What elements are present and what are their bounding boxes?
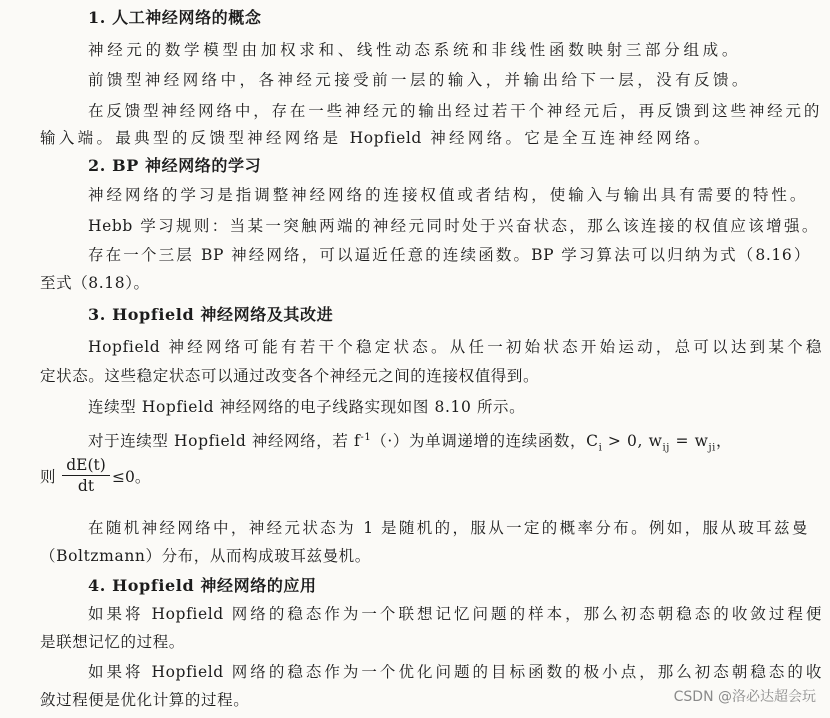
paragraph-line: 至式（8.18）。 [40, 274, 150, 292]
formula-relation: ≤0。 [112, 468, 151, 486]
section-3-heading: 3. Hopfield 神经网络及其改进 [88, 305, 334, 324]
fraction-denominator: dt [77, 477, 95, 495]
paragraph-line: 敛过程便是优化计算的过程。 [40, 691, 250, 709]
paragraph-line: 在反馈型神经网络中，存在一些神经元的输出经过若干个神经元后，再反馈到这些神经元的 [88, 102, 820, 120]
paragraph-line: 前馈型神经网络中，各神经元接受前一层的输入，并输出给下一层，没有反馈。 [88, 71, 748, 89]
paragraph-line: 神经网络的学习是指调整神经网络的连接权值或者结构，使输入与输出具有需要的特性。 [88, 186, 806, 204]
fraction [62, 455, 110, 496]
section-2-heading: 2. BP 神经网络的学习 [88, 156, 262, 175]
paragraph-line: （Boltzmann）分布，从而构成玻耳兹曼机。 [40, 547, 371, 565]
section-4-heading: 4. Hopfield 神经网络的应用 [88, 576, 317, 595]
paragraph-line: 如果将 Hopfield 网络的稳态作为一个优化问题的目标函数的极小点，那么初态朝稳态的收 [88, 663, 822, 681]
paragraph-line: 在随机神经网络中，神经元状态为 1 是随机的，服从一定的概率分布。例如，服从玻耳兹曼 [88, 519, 808, 537]
paragraph-line: 连续型 Hopfield 神经网络的电子线路实现如图 8.10 所示。 [88, 398, 526, 416]
paragraph-line: 是联想记忆的过程。 [40, 633, 185, 651]
section-1-heading: 1. 人工神经网络的概念 [88, 8, 262, 27]
condition-line: 对于连续型 Hopfield 神经网络，若 $f^{-1}(\cdot)$为单调递增的连续函数，$C_i > 0$, $w_{ij} = w_{ji}$， [88, 432, 733, 454]
paragraph-line: Hebb 学习规则：当某一突触两端的神经元同时处于兴奋状态，那么该连接的权值应该增强。 [88, 217, 818, 235]
formula-prefix: 则 [40, 468, 56, 486]
paragraph-line: 存在一个三层 BP 神经网络，可以逼近任意的连续函数。BP 学习算法可以归纳为式（8.16） [88, 246, 810, 264]
paragraph-line: 神经元的数学模型由加权求和、线性动态系统和非线性函数映射三部分组成。 [88, 41, 738, 59]
paragraph-line: 输入端。最典型的反馈型神经网络是 Hopfield 神经网络。它是全互连神经网络。 [40, 129, 710, 147]
paragraph-line: 定状态。这些稳定状态可以通过改变各个神经元之间的连接权值得到。 [40, 367, 540, 385]
fraction-numerator: dE(t) [62, 455, 110, 476]
paragraph-line: 如果将 Hopfield 网络的稳态作为一个联想记忆问题的样本，那么初态朝稳态的收敛过程便 [88, 605, 822, 623]
csdn-watermark: CSDN @洛必达超会玩 [673, 689, 816, 705]
paragraph-line: Hopfield 神经网络可能有若干个稳定状态。从任一初始状态开始运动，总可以达到某个稳 [88, 338, 822, 356]
